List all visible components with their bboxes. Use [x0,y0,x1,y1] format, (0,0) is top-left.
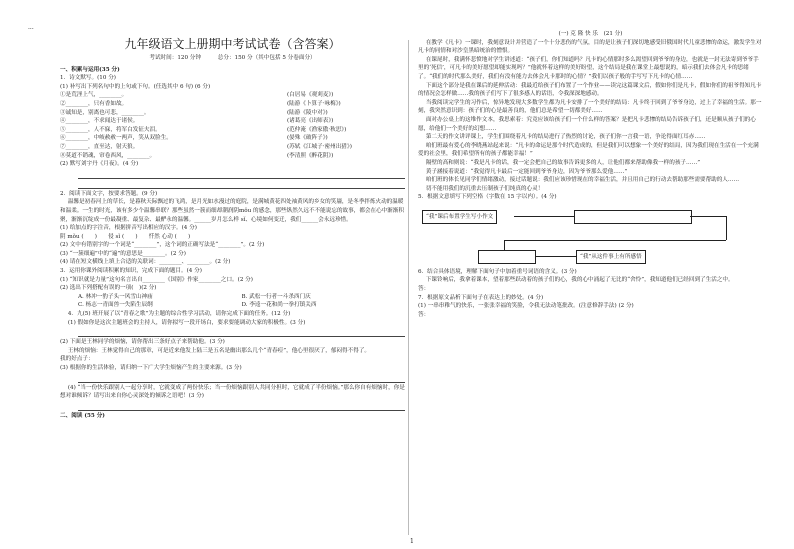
q4-2: (2) 下面是王林同学的烦恼，请你帮出三条好点子来帮助他。(3 分) [60,339,225,346]
q5: 5．根据文意填写下列空格（字数在 15 字以内）。(4 分) [418,194,557,201]
q2-passage: 温馨是初春河上的草长，是暮秋天际飘过的飞鸿，是月光如水漫过的庭院，是满城黄花四处袖黄风的乡女的笑靥，是冬季拌炼火动的温暖和温柔。一生的时光，该有多少个温馨串联？那些虽然一簇而细却潮润阴mǒu 的感念，那些纵然久远不不能说忘的故事，都会在心中渐渐积聚，渐渐沉绽成一份最凝重、最复杂、最酽永的温馨。______岁月怎么样 sǐ、心境如何变迁，我们______会永远珍惜。 [60,199,405,223]
q2-2: (2) 文中有错别字的一个词是“________”，这个词的正确写法是“________”。(2 分) [60,242,265,249]
q3-1: (1) “知识就是力量”这句名言出自________《国别》作家________之口。(2 分) [60,276,253,283]
flow-box-start: “我”课后布置学生写小作文 [422,210,497,224]
q3: 3．运用你课外阅读积累的知识，完成下面的题目。(4 分) [60,268,202,275]
poem-list [60,91,405,160]
flow-connector [536,256,576,257]
reading-title: (一) 克 隆 快 乐 (21 分) [558,31,623,37]
column-divider [408,40,409,535]
poem-source: (白居易《观刈麦》) [287,92,334,99]
q7-answer-label: 答： [418,311,430,318]
reading-paragraph: 切不能用我们的沉重去压制孩子们纯真的心灵！ [425,185,544,192]
answer-line[interactable] [78,374,405,383]
q6: 6．结合具体语境，理解下面句子中加着重号词语的含义。(3 分) [418,268,577,275]
poem-source: (陆游《卜算子·咏梅》) [287,100,341,107]
q1-1: (1) 补写出下列名句中的上句或下句。(任选其中 6 句) (6 分) [60,83,211,90]
poem-line: ④________，不求闻达于诸侯。 [60,118,139,125]
poem-line: ②________，只有香如故。 [60,100,128,107]
reading-paragraph: 当我阅读完学生的习作后，惊异地发现大多数学生都为凡卡安排了一个美好的结局：凡卡终于回到了爷爷身边，过上了幸福的生活。那一刻，我突然意识到：孩子们的心是最善良的，他们总是希望一切都美好…… [418,99,762,115]
option-a[interactable]: A. 林冲一豹子头一风雪山神庙 [78,293,153,300]
poem-source: (苏轼《江城子·密州出猎》) [287,143,352,150]
poem-source: (陆游《陵中对》) [287,109,328,116]
flow-connector [690,216,726,217]
q7-1: (1) 一串串稚气的快乐，一张张幸福的笑脸，令我无法动笔批改。(注意修辞手法) (2 分) [418,303,634,310]
poem-source: (李清照《醉花阴》) [287,152,334,159]
q4-2-story: 王林的烦恼：王林觉得自己的那章，可是近来他发上陆三是五名是幽出那么几个“青春痘”，他心里很厌了，郁闷得不得了。 [67,347,371,354]
q4-1: (1) 假如你是这次主题班会的主持人，请你拟写一段开场白，要求要能调动大家的积极性。(3 分) [67,319,306,326]
poem-line: ⑦________，直至达，射天狼。 [60,143,139,150]
answer-line[interactable] [78,402,405,411]
reading-paragraph: 在课尾时，我满怀悲愤地对学生讲述道：“孩子们，你们知道吗？凡卡的心情那时多么渴望回到爷爷的身边，也就是一封无法寄到爷爷手里的‘死信’，可凡卡的美好愿望却能实现吗？”他就怀着这样的美好盼望，这个结局是我在课堂上最想说的，暗示我们去体会凡卡的思绪了。“我们的时代那么美好，我们有没有能力去体会凡卡那时的心情？”我们以孩子般的手写写下凡卡的心情…… [418,56,759,80]
corner-mark: ... [28,24,34,31]
pinyin-items: 阴 mǒu ( ) 侵 sǐ ( ) 忏然 心动 ( ) [60,233,191,240]
answer-line[interactable] [78,170,405,179]
q1-2: (2) 默写刘宇丹《月夜》。(4 分) [60,161,139,168]
poem-source: (诸葛亮《出师表》) [287,118,334,125]
flowchart [418,204,763,266]
q4-2-answer-label: 我的好点子： [60,356,94,363]
flow-connector [726,216,727,240]
reading-paragraph: 在教学《凡卡》一课时，我刻意设计并营造了一个十分悲伤的气氛，目的是让孩子们深切地感受旧俄国时代儿童悲惨的命运，激发学生对凡卡的同情和对沙皇黑暗统治的憎恨。 [418,39,762,55]
part2-heading: 二、阅读 (55 分) [60,412,105,419]
flow-connector [514,216,574,217]
part1-heading: 一、积累与运用(35 分) [60,66,120,73]
q6-answer-label: 答： [418,286,430,293]
q4-4: (4) “当一份快乐跟别人一起分享时，它就变成了两份快乐；当一份烦恼跟别人共同分担时，它就成了半份烦恼。”那么你自有烦恼时，你是想对谁倾诉？请写出来自你心灵深处的倾诉之语吧！(3 分) [60,384,405,400]
reading-paragraph: 隔壁的高和则说：“我是凡卡的话，我一定会把自己的故事告诉更多的人，让他们都来帮助像我一样的孩子……” [425,159,701,166]
right-column [418,30,763,319]
reading-paragraph: 黄子涵接着说道：“我觉得凡卡最后一定能回到爷爷身边，因为爷爷那么爱他……” [425,168,628,175]
q6-text: 下课铃响后，我拿着课本，望着那些跃动着的孩子们的心，我的心中涌起了无比的“舍怜”，我知道他们已经回到了生活之中。 [425,277,734,284]
exam-meta: 考试时间：120 分钟 总分：150 分（其中包括 5 分卷面分） [149,55,316,61]
poem-source: (范仲淹《渔家傲·秋思》) [287,126,347,133]
q4-3: (3) 根据你的生活体验，请归纳一下广大学生烦恼产生的主要来源。(3 分) [60,365,242,371]
reading-paragraph: 第二天的作文讲评课上，学生们围绕着凡卡的结局进行了热烈的讨论，孩子们你一言我一语，争论得面红耳赤…… [425,134,706,141]
answer-line[interactable] [78,180,405,189]
flow-box-blank[interactable] [574,210,692,224]
reading-paragraph: 下面这个部分是我在课后的延伸活动：我最近给孩子们布置了一个作业——读完这篇课文后，假如你们是凡卡，假如你们的祖爷得知凡卡的情况会怎样做……我的孩子们写下了很多感人的话语，令我深深地感动。 [418,82,762,98]
reading-paragraph: 咱们班最有爱心的李晓燕站起来说：“凡卡的命运是那个时代造成的，但是我们可以想象一个美好的结局，因为我们现在生活在一个充满爱的社会里，我们希望所有的孩子都能幸福！” [418,142,759,158]
reading-paragraph: 咱们班的体长见同学们情绪激动，接过话题说：我们应该珍惜现在的幸福生活，并且用自己的行动去帮助那些需要帮助的人…… [425,177,740,184]
q4: 4．九(5) 班开展了以“青春之歌”为主题的综合性学习活动，请你完成下面的任务。(12 分) [67,311,291,318]
q7: 7．根据原文品析下面句子在表达上的妙处。(4 分) [418,294,544,301]
flow-box-end: “我”从这件事上有所感悟 [576,250,646,264]
poem-line: ⑥________，中岐赦赦一两声，笑从双脸生。 [60,135,172,142]
q2-1: (1) 给加点的字注音，根据拼音写出相应的汉字。(4 分) [60,225,197,232]
poem-line: ③诚知是，别离也可悲，________。 [60,109,150,116]
poem-line: ⑧莫道不销魂，帘卷西风，________。 [60,152,156,159]
q2: 2．阅读下面文字，按要求答题。(9 分) [60,190,158,197]
option-b[interactable]: B. 武松一行者一斗杀西门庆 [241,293,311,300]
answer-line[interactable] [78,328,405,337]
left-column [60,30,405,420]
poem-line: ⑤________，人不寐，将军白发征夫泪。 [60,126,161,133]
flow-connector [504,240,726,241]
reading-paragraph: 面对办公桌上的这堆作文本，我思索着：究竟应该给孩子们一个什么样的答案？是把凡卡悲惨的结局告诉孩子们，还是顺从孩子们的心愿，给他们一个美好的幻想…… [418,116,756,132]
q2-4: (4) 请在短文横线上填上合适的关联词：________、________。(2 分) [60,259,231,266]
q1: 1．诗文默写。(10 分) [60,75,116,82]
option-c[interactable]: C. 杨志一青面兽一失陷生辰纲 [78,302,153,309]
exam-title: 九年级语文上册期中考试试卷（含答案） [124,37,341,51]
flow-box-blank[interactable] [478,250,536,264]
q3-options [60,293,405,310]
page-number: 1 [410,538,414,545]
q2-3: (3) “一簇细遍”中的“遍”的意思是________。(2 分) [60,250,186,257]
option-d[interactable]: D. 李逵一花和尚一拳打镇关西 [241,302,317,309]
poem-source: (晏殊《破阵子》) [287,135,328,142]
q3-2: (2) 选出下列搭配有误的一项( )(2 分) [60,285,157,292]
poem-line: ①是荒淫上气，________。 [60,92,128,99]
